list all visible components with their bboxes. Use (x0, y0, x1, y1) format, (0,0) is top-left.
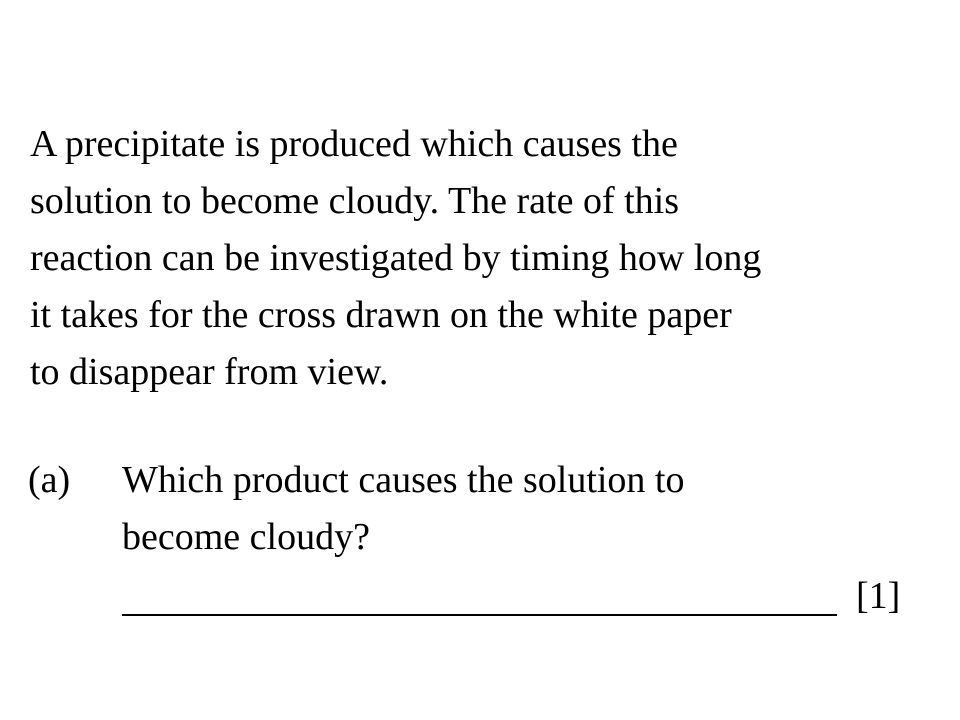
question-text-line: Which product causes the solution to (122, 459, 685, 501)
passage-line: reaction can be investigated by timing how long (30, 237, 762, 279)
answer-line (122, 614, 837, 616)
passage-line: it takes for the cross drawn on the white paper (30, 294, 732, 336)
question-text-line: become cloudy? (122, 516, 370, 558)
passage-line: solution to become cloudy. The rate of this (30, 180, 680, 222)
question-label: (a) (28, 459, 71, 501)
passage-line: A precipitate is produced which causes the (30, 123, 678, 165)
marks-allocation: [1] (856, 575, 901, 617)
passage-line: to disappear from view. (30, 351, 389, 393)
